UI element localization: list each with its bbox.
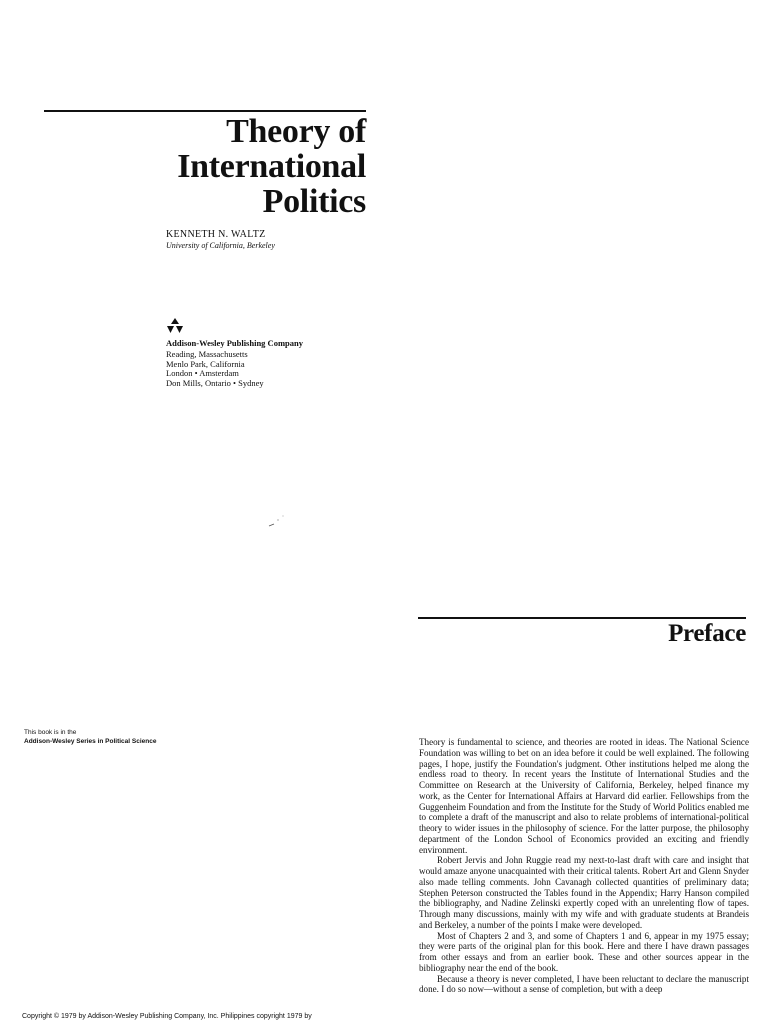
title-line: International (177, 148, 366, 185)
publisher-logo-icon (166, 318, 184, 334)
city-line: Menlo Park, California (166, 358, 245, 369)
publisher-name: Addison-Wesley Publishing Company (166, 338, 303, 348)
preface-rule (418, 617, 746, 619)
copyright-line: Copyright © 1979 by Addison-Wesley Publishing Company, Inc. Philippines copyright 1979 by (22, 1013, 312, 1020)
preface-paragraph: Theory is fundamental to science, and theories are rooted in ideas. The National Science Foundation was willing to bet on an idea before it could be well explained. The following pages, I hope, justify the Foundation's judgment. Other institutions helped me along the endless road to theory. In recent years the Institute of International Studies and the Committee on Research at the University of California, Berkeley, helped finance my work, as the Center for International Affairs at Harvard did earlier. Fellowships from the Guggenheim Foundation and from the Institute for the Study of World Politics enabled me to complete a draft of the manuscript and also to relate problems of international-political theory to wider issues in the philosophy of science. For the latter purpose, the philosophy department of the London School of Economics provided an exciting and friendly environment. (419, 737, 749, 855)
book-title (100, 114, 366, 219)
city-line: Reading, Massachusetts (166, 349, 248, 359)
author-name: KENNETH N. WALTZ (166, 229, 266, 240)
series-note (24, 729, 156, 746)
title-rule (44, 110, 366, 112)
preface-paragraph: Because a theory is never completed, I have been reluctant to declare the manuscript done. I do so now—without a sense of completion, but with a deep (419, 973, 749, 995)
publisher-cities (166, 350, 264, 388)
preface-body (419, 737, 749, 995)
series-note-line: This book is in the (24, 729, 77, 736)
series-name: Addison-Wesley Series in Political Science (24, 737, 157, 745)
city-line: London • Amsterdam (166, 368, 239, 378)
city-line: Don Mills, Ontario • Sydney (166, 377, 264, 388)
preface-heading: Preface (668, 620, 746, 647)
author-affiliation: University of California, Berkeley (166, 241, 275, 250)
preface-paragraph: Most of Chapters 2 and 3, and some of Chapters 1 and 6, appear in my 1975 essay; they were parts of the original plan for this book. Here and there I have drawn passages from other essays and from an earlier book. These and other sources appear in the bibliography near the end of the book. (419, 930, 749, 973)
title-line: Theory of (226, 113, 366, 150)
title-line: Politics (262, 183, 366, 220)
scan-speck (268, 514, 286, 528)
preface-paragraph: Robert Jervis and John Ruggie read my next-to-last draft with care and insight that would amaze anyone unacquainted with their critical talents. Robert Art and Glenn Snyder also made telling comments. John Cavanagh collected quantities of preliminary data; Stephen Peterson constructed the Tables found in the Appendix; Harry Hanson compiled the bibliography, and Nadine Zelinski expertly coped with an unrelenting flow of tapes. Through many discussions, mainly with my wife and with graduate students at Brandeis and Berkeley, a number of the points I make were developed. (419, 855, 749, 930)
